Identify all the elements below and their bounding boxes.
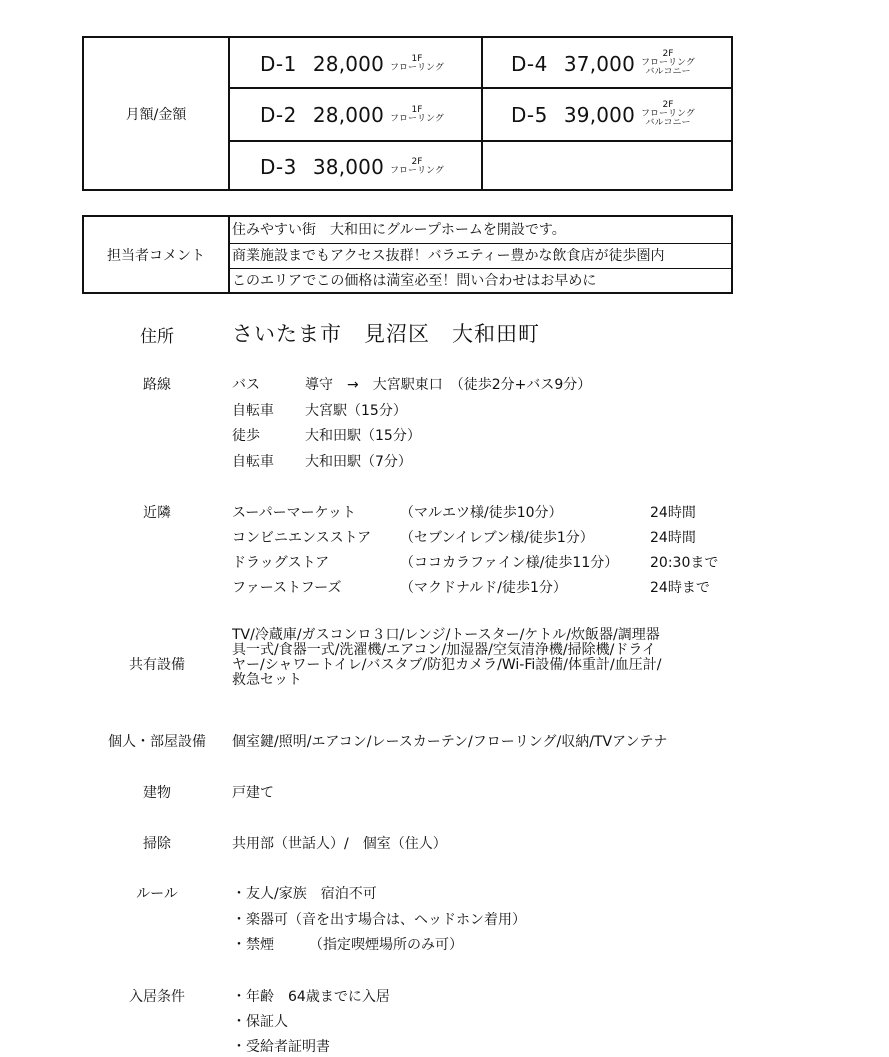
routes-label: 路線 [143,377,171,393]
nearby-store: （ココカラファイン様/徒歩11分） [400,555,619,571]
building-label: 建物 [143,785,171,801]
unit-flooring: フローリング [641,58,695,68]
unit-code: D-5 [511,102,548,127]
route-mode: 自転車 [232,454,274,470]
condition-item: ・保証人 [232,1014,288,1030]
unit-price: 39,000 [563,102,636,127]
nearby-type: ドラッグストア [232,555,330,571]
rules-label: ルール [136,886,178,902]
unit-flooring: フローリング [641,109,695,119]
comment-line: 商業施設までもアクセス抜群！バラエティー豊かな飲食店が徒歩圏内 [232,248,665,264]
unit-floor: 2F [411,156,423,167]
personal-value: 個室鍵/照明/エアコン/レースカーテン/フローリング/収納/TVアンテナ [232,734,668,750]
unit-note [390,106,444,124]
route-mode: 徒歩 [232,428,260,444]
rule-item: ・禁煙 （指定喫煙場所のみ可） [232,937,463,953]
nearby-hours: 20:30まで [650,555,719,571]
unit-cell-d2 [260,89,444,140]
building-value: 戸建て [232,785,274,801]
nearby-hours: 24時まで [650,580,710,596]
nearby-type: コンビニエンスストア [232,530,372,546]
comment-label: 担当者コメント [84,217,230,292]
unit-code: D-4 [511,51,548,76]
rule-item: ・友人/家族 宿泊不可 [232,886,377,902]
unit-note [390,158,444,176]
route-mode: 自転車 [232,403,274,419]
unit-flooring: フローリング [390,62,444,73]
shared-line: 救急セット [232,672,302,688]
unit-cell-d1 [260,38,444,89]
comment-line: このエリアでこの価格は満室必至！問い合わせはお早めに [232,273,597,289]
unit-floor: 1F [411,104,423,115]
cleaning-value: 共用部（世話人）/ 個室（住人） [232,836,447,852]
unit-cell-d3 [260,142,444,191]
route-detail: 導守 → 大宮駅東口 （徒歩2分+バス9分） [305,377,592,393]
nearby-hours: 24時間 [650,505,696,521]
unit-cell-d4 [511,38,695,89]
shared-line: TV/冷蔵庫/ガスコンロ３口/レンジ/トースター/ケトル/炊飯器/調理器 [232,627,660,643]
comment-line: 住みやすい街 大和田にグループホームを開設です。 [232,222,566,238]
unit-price: 37,000 [563,51,636,76]
unit-note [641,101,695,128]
comment-table [82,215,733,294]
nearby-type: スーパーマーケット [232,505,356,521]
shared-text [232,628,730,688]
price-table-label: 月額/金額 [84,38,230,189]
unit-code: D-3 [260,154,297,179]
address-label: 住所 [140,327,174,347]
route-mode: バス [232,377,260,393]
route-detail: 大和田駅（7分） [305,454,412,470]
unit-extra: バルコニー [645,118,691,128]
nearby-hours: 24時間 [650,530,696,546]
unit-floor: 2F [662,100,674,110]
unit-extra: バルコニー [645,67,691,77]
unit-floor: 2F [662,49,674,59]
unit-price: 28,000 [312,102,385,127]
unit-price: 28,000 [312,51,385,76]
shared-line: 具一式/食器一式/洗濯機/エアコン/加湿器/空気清浄機/掃除機/ドライ [232,642,656,658]
unit-note [641,50,695,77]
cleaning-label: 掃除 [143,836,171,852]
unit-flooring: フローリング [390,165,444,176]
personal-label: 個人・部屋設備 [108,734,206,750]
unit-code: D-2 [260,102,297,127]
nearby-store: （マクドナルド/徒歩1分） [400,580,567,596]
condition-item: ・年齢 64歳までに入居 [232,989,390,1005]
unit-code: D-1 [260,51,297,76]
rule-item: ・楽器可（音を出す場合は、ヘッドホン着用） [232,912,526,928]
nearby-store: （セブンイレブン様/徒歩1分） [400,530,594,546]
route-detail: 大和田駅（15分） [305,428,421,444]
address-value: さいたま市 見沼区 大和田町 [232,322,540,346]
conditions-label: 入居条件 [129,989,185,1005]
route-detail: 大宮駅（15分） [305,403,407,419]
unit-price: 38,000 [312,154,385,179]
shared-line: ヤー/シャワートイレ/バスタブ/防犯カメラ/Wi-Fi設備/体重計/血圧計/ [232,657,662,673]
nearby-store: （マルエツ様/徒歩10分） [400,505,563,521]
nearby-type: ファーストフーズ [232,580,342,596]
unit-flooring: フローリング [390,113,444,124]
unit-floor: 1F [411,53,423,64]
shared-label: 共有設備 [129,657,185,673]
price-table [82,36,733,191]
condition-item: ・受給者証明書 [232,1039,330,1055]
unit-note [390,55,444,73]
column-divider [481,38,483,189]
nearby-label: 近隣 [143,505,171,521]
unit-cell-d5 [511,89,695,140]
